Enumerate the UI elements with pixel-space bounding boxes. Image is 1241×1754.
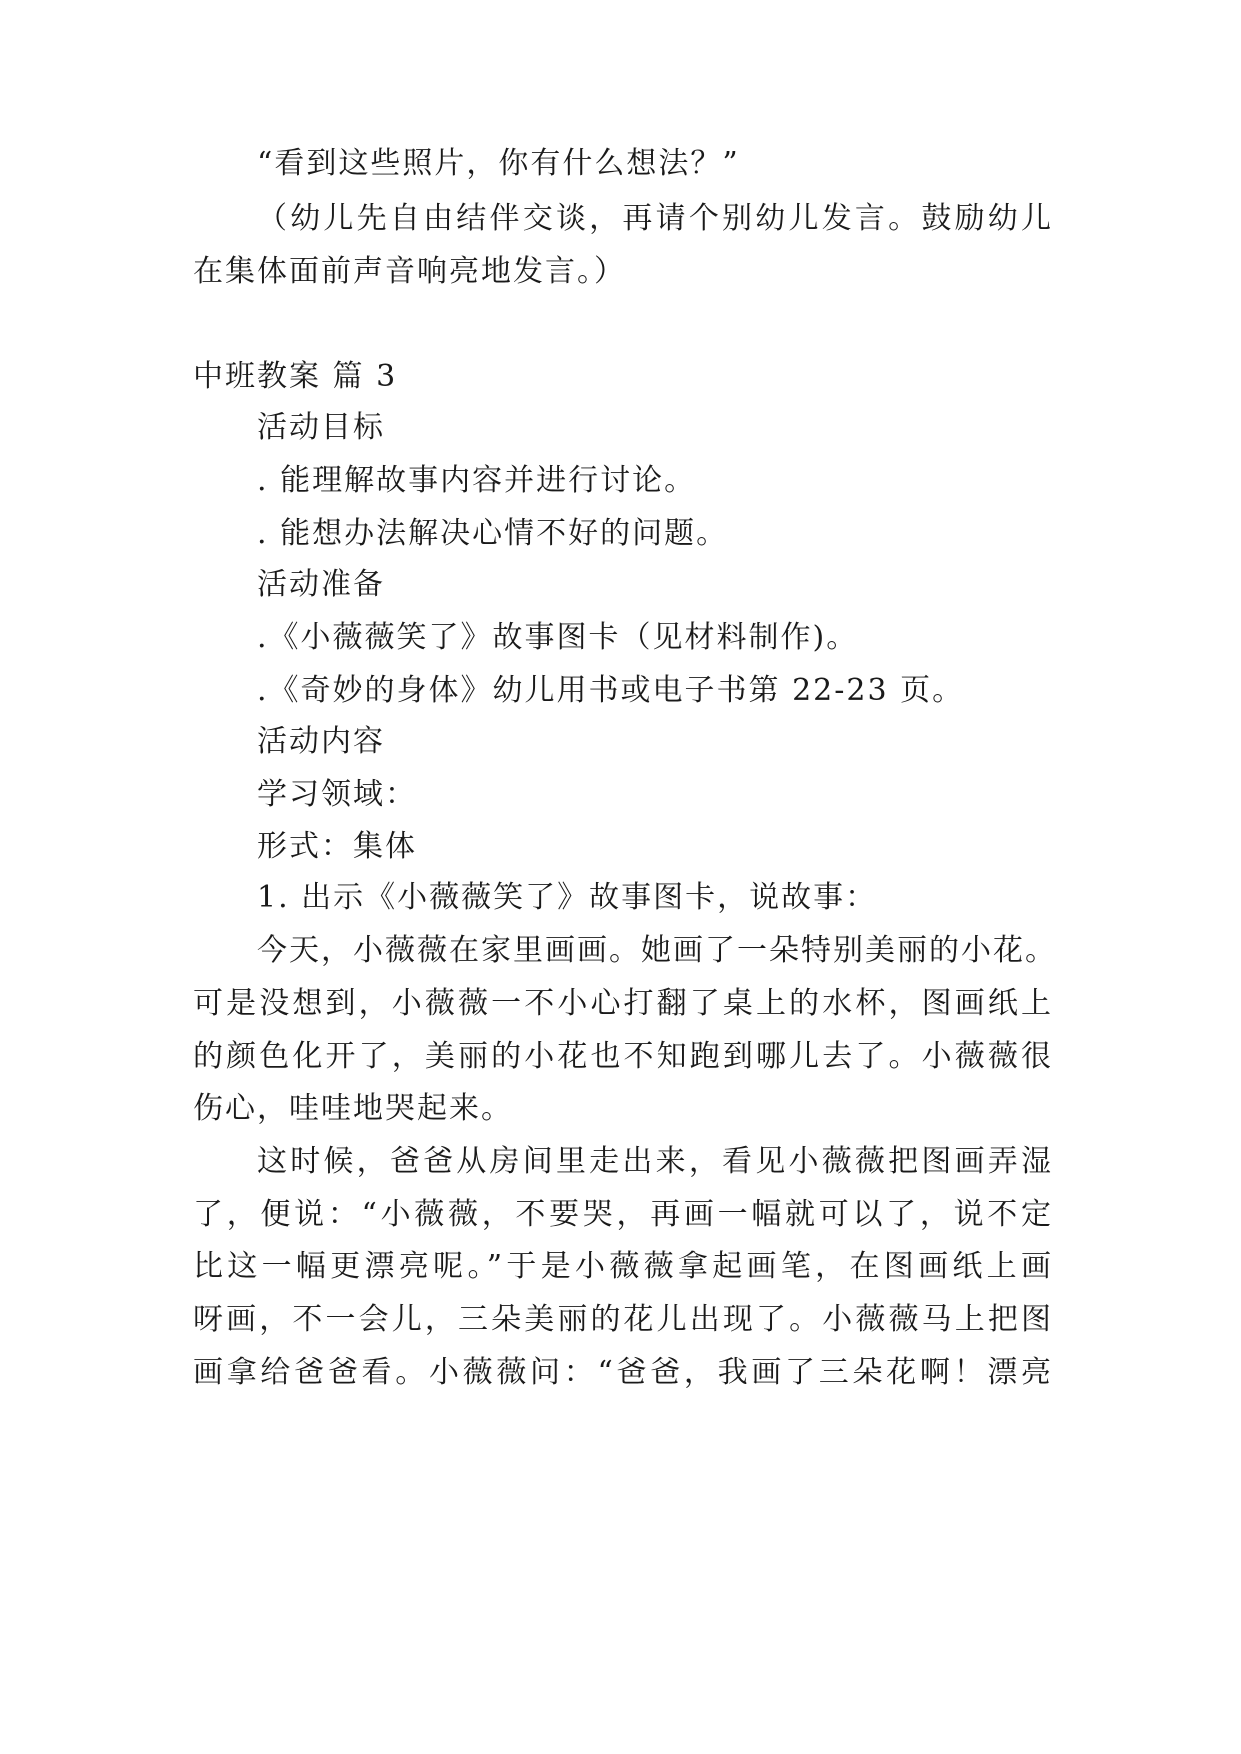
prep-heading: 活动准备 bbox=[257, 567, 385, 602]
intro-note-line: （幼儿先自由结伴交谈，再请个别幼儿发言。鼓励幼儿 bbox=[257, 201, 1053, 236]
story-line: 可是没想到，小薇薇一不小心打翻了桌上的水杯，图画纸上 bbox=[193, 986, 1053, 1021]
intro-question: “看到这些照片，你有什么想法？” bbox=[257, 146, 740, 181]
domain-label: 学习领域： bbox=[257, 777, 417, 812]
content-heading: 活动内容 bbox=[257, 724, 385, 759]
intro-note-line: 在集体面前声音响亮地发言。） bbox=[193, 254, 626, 289]
story-line: 这时候，爸爸从房间里走出来，看见小薇薇把图画弄湿 bbox=[257, 1144, 1053, 1179]
story-line: 比这一幅更漂亮呢。”于是小薇薇拿起画笔，在图画纸上画 bbox=[193, 1249, 1053, 1284]
prep-item: .《奇妙的身体》幼儿用书或电子书第 22-23 页。 bbox=[257, 673, 965, 708]
story-line: 伤心，哇哇地哭起来。 bbox=[193, 1091, 513, 1126]
story-line: 的颜色化开了，美丽的小花也不知跑到哪儿去了。小薇薇很 bbox=[193, 1039, 1053, 1074]
story-line: 呀画，不一会儿，三朵美丽的花儿出现了。小薇薇马上把图 bbox=[193, 1302, 1053, 1337]
goal-item: . 能想办法解决心情不好的问题。 bbox=[257, 516, 729, 551]
prep-item: .《小薇薇笑了》故事图卡（见材料制作)。 bbox=[257, 620, 859, 655]
story-line: 了，便说：“小薇薇，不要哭，再画一幅就可以了，说不定 bbox=[193, 1197, 1053, 1232]
form-label: 形式：集体 bbox=[257, 829, 417, 864]
goal-item: . 能理解故事内容并进行讨论。 bbox=[257, 463, 697, 498]
story-line: 画拿给爸爸看。小薇薇问：“爸爸，我画了三朵花啊！漂亮 bbox=[193, 1355, 1053, 1390]
step-item: 1. 出示《小薇薇笑了》故事图卡，说故事： bbox=[257, 880, 878, 915]
story-line: 今天，小薇薇在家里画画。她画了一朵特别美丽的小花。 bbox=[257, 933, 1057, 968]
section-heading: 中班教案 篇 3 bbox=[193, 359, 398, 394]
goals-heading: 活动目标 bbox=[257, 410, 385, 445]
